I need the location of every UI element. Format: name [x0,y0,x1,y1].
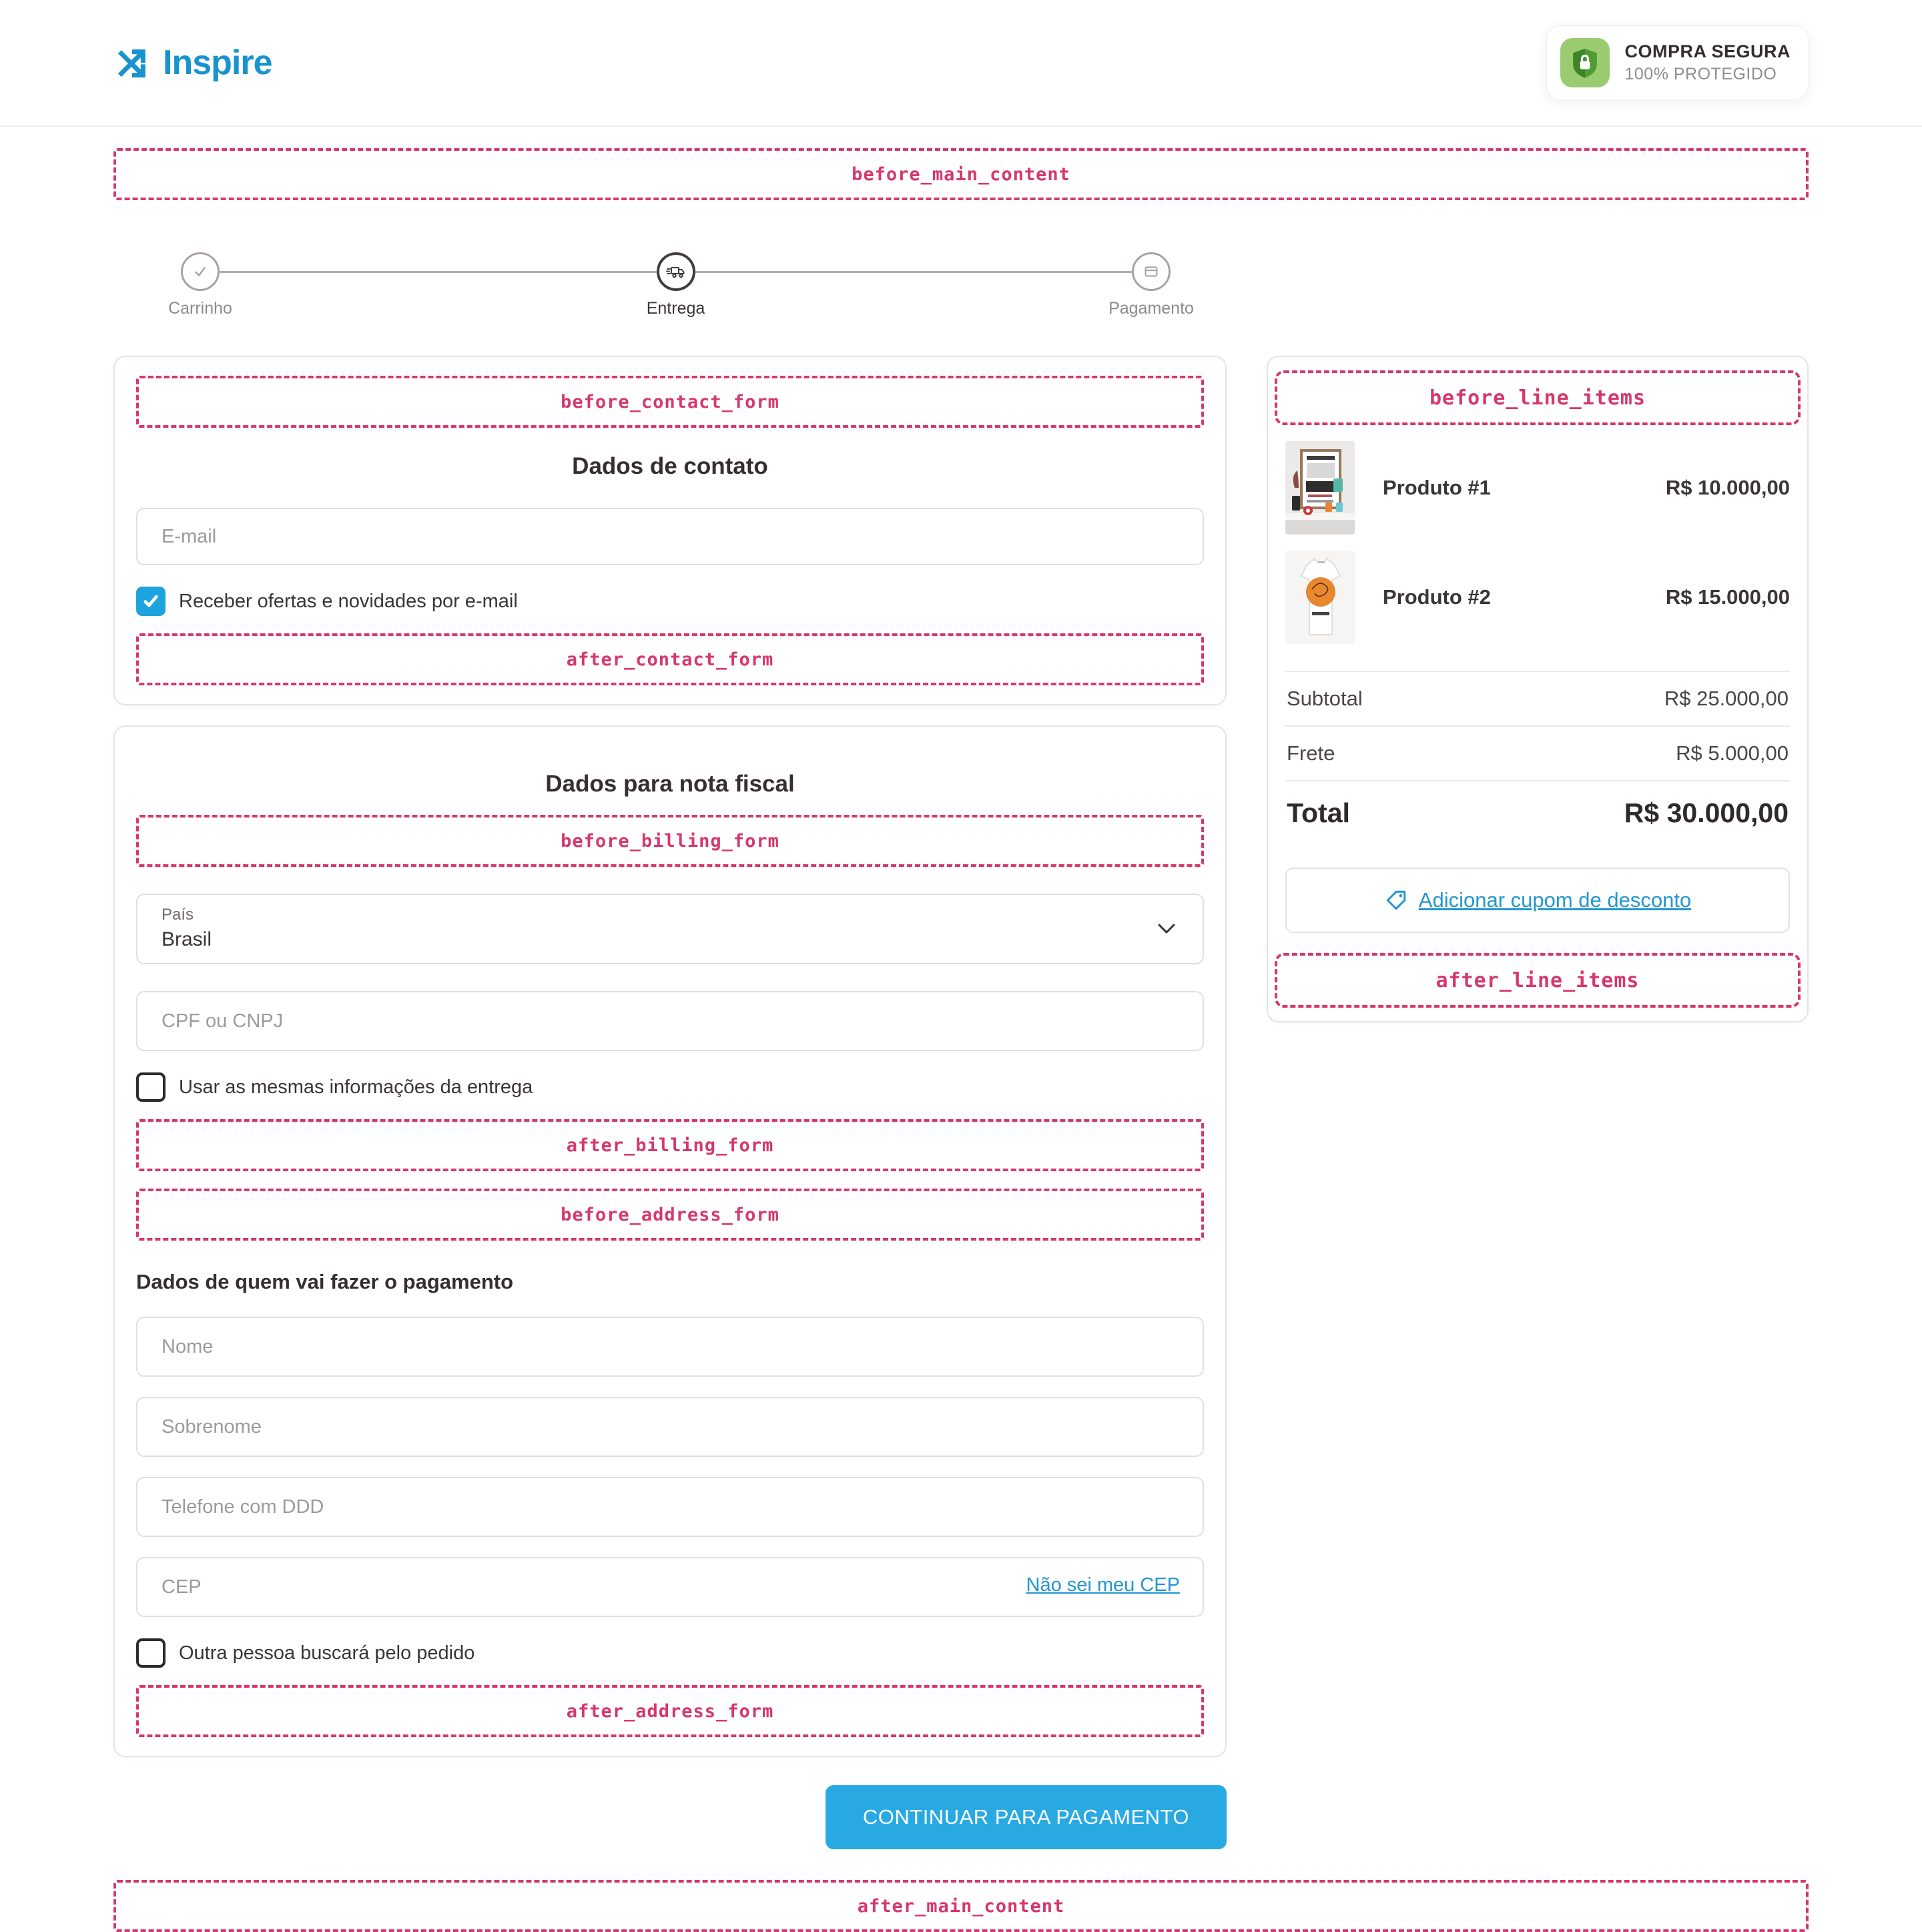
pickup-label: Outra pessoa buscará pelo pedido [179,1642,475,1664]
line-item [1285,441,1790,535]
slot-before-main-content: before_main_content [113,148,1809,200]
tax-id-input[interactable] [136,991,1204,1051]
secure-badge-title: COMPRA SEGURA [1624,41,1791,61]
line-item [1285,551,1790,644]
step-payment[interactable] [1108,252,1194,318]
slot-after-billing-form: after_billing_form [136,1119,1204,1171]
name-input[interactable] [136,1317,1204,1377]
newsletter-label: Receber ofertas e novidades por e-mail [179,590,518,612]
subtotal-label: Subtotal [1287,687,1363,710]
truck-icon [665,260,687,283]
cep-helper-link[interactable]: Não sei meu CEP [1026,1574,1180,1596]
pickup-checkbox[interactable] [136,1638,166,1668]
crossed-arrows-icon [113,44,151,81]
totals-section [1285,671,1790,836]
subtotal-row [1285,671,1790,727]
product-name: Produto #2 [1383,585,1491,609]
slot-after-address-form: after_address_form [136,1685,1204,1737]
secure-purchase-badge [1546,25,1809,100]
step-shipping[interactable] [636,252,716,318]
slot-after-main-content: after_main_content [113,1880,1809,1932]
product-2-thumbnail [1285,551,1355,644]
step-payment-circle [1132,252,1171,291]
checkout-stepper [160,252,1194,318]
slot-before-billing-form: before_billing_form [136,815,1204,867]
contact-form-title: Dados de contato [572,453,768,479]
tag-icon [1384,888,1408,912]
step-payment-label: Pagamento [1108,299,1194,318]
country-select-label: País [162,906,194,924]
cep-field [136,1537,1204,1617]
slot-after-line-items: after_line_items [1275,953,1801,1008]
stepper-line [220,271,657,273]
newsletter-checkbox[interactable] [136,587,166,616]
step-cart[interactable] [160,252,240,318]
secure-badge-subtitle: 100% PROTEGIDO [1624,65,1777,83]
same-info-checkbox[interactable] [136,1072,166,1102]
email-input[interactable] [136,508,1204,565]
billing-form-title: Dados para nota fiscal [545,771,795,797]
country-select-value: Brasil [162,928,212,950]
product-price: R$ 10.000,00 [1665,476,1790,499]
subtotal-value: R$ 25.000,00 [1664,687,1789,710]
pickup-checkbox-row[interactable] [136,1638,1204,1668]
surname-input[interactable] [136,1397,1204,1457]
slot-after-contact-form: after_contact_form [136,633,1204,685]
brand-logo[interactable] [113,43,272,83]
header [0,0,1922,127]
check-icon [190,262,210,282]
address-form-title: Dados de quem vai fazer o pagamento [136,1270,514,1293]
continue-to-payment-button[interactable]: CONTINUAR PARA PAGAMENTO [826,1785,1227,1849]
brand-name: Inspire [163,43,272,82]
total-row [1285,781,1790,836]
shipping-label: Frete [1287,741,1335,765]
secure-badge-texts [1624,41,1791,84]
stepper-line [695,271,1133,273]
add-coupon-button[interactable] [1285,868,1790,933]
add-coupon-label: Adicionar cupom de desconto [1418,888,1692,912]
order-summary-card [1267,356,1809,1022]
product-name: Produto #1 [1383,476,1491,499]
product-price: R$ 15.000,00 [1665,585,1790,609]
product-1-thumbnail [1285,441,1355,535]
step-shipping-label: Entrega [646,299,705,318]
chevron-down-icon [1157,923,1176,935]
country-select[interactable] [136,894,1204,964]
total-label: Total [1287,797,1350,828]
slot-before-line-items: before_line_items [1275,370,1801,425]
step-cart-label: Carrinho [168,299,232,318]
same-info-checkbox-row[interactable] [136,1072,1204,1102]
same-info-label: Usar as mesmas informações da entrega [179,1076,533,1098]
phone-input[interactable] [136,1477,1204,1537]
newsletter-checkbox-row[interactable] [136,587,1204,616]
shield-lock-icon [1560,38,1610,87]
checkmark-icon [141,591,161,611]
billing-address-card [113,725,1227,1757]
shipping-value: R$ 5.000,00 [1676,741,1789,765]
total-value: R$ 30.000,00 [1624,797,1789,828]
slot-before-contact-form: before_contact_form [136,376,1204,428]
step-shipping-circle [657,252,695,291]
step-cart-circle [181,252,220,291]
credit-card-icon [1141,262,1161,282]
contact-form-card [113,356,1227,705]
shipping-row [1285,727,1790,781]
slot-before-address-form: before_address_form [136,1189,1204,1241]
